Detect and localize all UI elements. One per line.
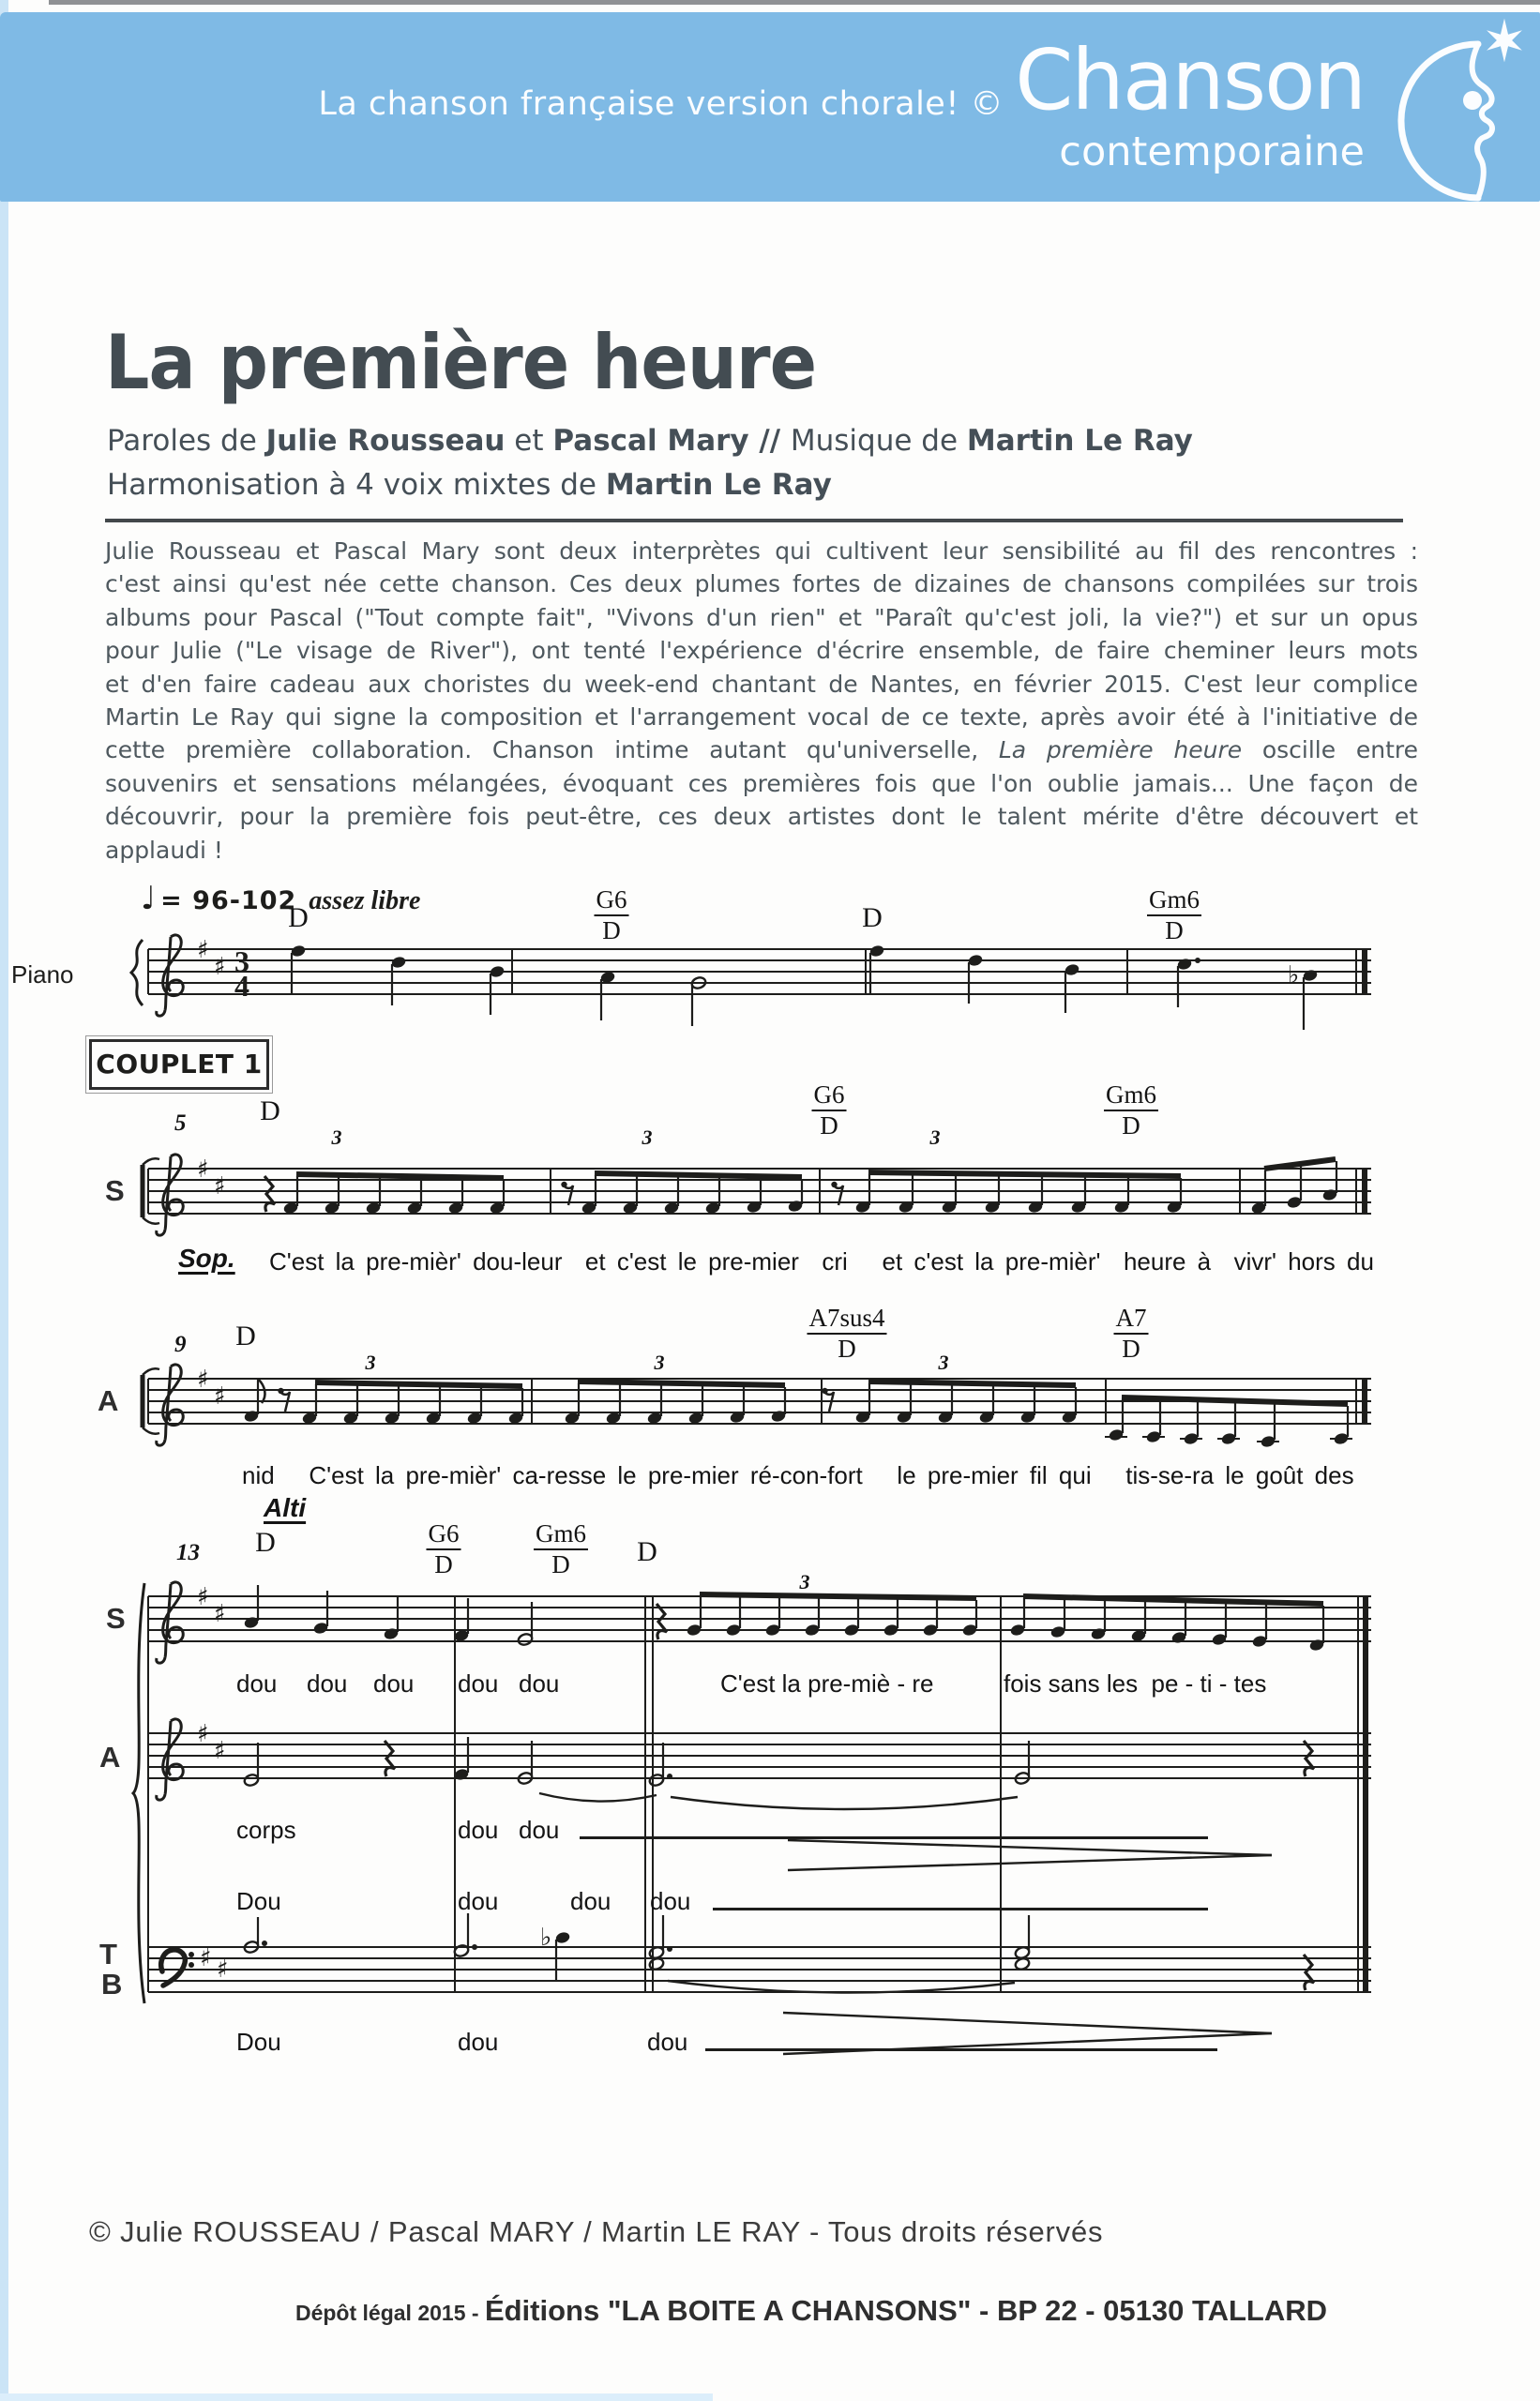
header-tagline: La chanson française version chorale! © [318,85,1004,123]
credits-line: Paroles de Julie Rousseau et Pascal Mary // Musique de Martin Le Ray [107,424,1193,458]
legal-publisher: Éditions "LA BOITE A CHANSONS" - BP 22 - 05130 TALLARD [484,2294,1328,2327]
lyric-word-b: dou [458,2028,499,2056]
lyric-word-a: dou [519,1816,560,1844]
staff-label-piano: Piano [11,960,74,989]
augmentation-dot [262,1940,267,1946]
intro-line: souvenirs et sensations mélangées, évoquant ces premières fois que l'on oublie jamais... Une façon de [105,769,1418,797]
sharp-sign: ♯ [214,1737,226,1765]
intro-line: cette première collaboration. Chanson intime autant qu'universelle, La première heure oscille entre [105,736,1418,764]
treble-clef-icon [157,935,184,1016]
chord-symbol: D [260,1095,280,1126]
sharp-sign: ♯ [197,1720,209,1748]
section-label-couplet: COUPLET 1 [89,1039,269,1090]
chord-symbol: A7 D [1115,1304,1147,1363]
flat-sign: ♭ [1288,961,1300,989]
sharp-sign: ♯ [197,1366,209,1394]
bracket-hook [143,1158,159,1165]
quarter-note-icon: ♩ [141,880,157,917]
flat-sign: ♭ [540,1924,552,1952]
triplet-mark: 3 [642,1125,653,1149]
chord-symbol: D [288,902,309,933]
q-rest-icon [1304,1955,1314,1990]
intro-line: albums pour Pascal ("Tout compte fait", "Vivons d'un rien" et "Paraît qu'c'est joli, la vie?") et sur un opus [105,603,1418,631]
bracket-hook [143,1217,159,1224]
beam [315,1382,522,1386]
time-signature: 4 [234,969,249,1003]
measure-number: 5 [174,1110,187,1136]
augmentation-dot [667,1946,672,1952]
tempo-marking: ♩ = 96-102 assez libre [141,880,421,917]
system-brace [133,1583,144,2003]
lyric-word-t: dou [650,1887,691,1915]
lyric-word-t: dou [458,1887,499,1915]
sharp-sign: ♯ [214,1600,226,1628]
sharp-sign: ♯ [217,1956,229,1984]
tie-slur [668,1981,1015,1993]
staff-label-t: T [99,1938,117,1971]
intro-line: applaudi ! [105,836,223,864]
q-rest-icon [264,1176,275,1212]
staff-label-s: S [106,1602,126,1635]
q-rest-icon [657,1604,667,1639]
lyric-word-t: dou [570,1887,611,1915]
decrescendo-hairpin [783,2033,1272,2054]
chord-symbol: G6 D [596,885,627,944]
lyric-word-s: dou [373,1669,415,1698]
augmentation-dot [667,1774,672,1779]
triplet-mark: 3 [938,1351,949,1374]
treble-clef-icon [157,1155,184,1235]
treble-clef-icon [157,1582,184,1663]
legal-deposit: Dépôt légal 2015 - [294,2301,485,2325]
beam [868,1172,1181,1176]
chord-symbol: D [637,1536,657,1567]
beam [595,1173,802,1177]
sharp-sign: ♯ [214,953,226,981]
augmentation-dot [1195,958,1200,963]
sharp-sign: ♯ [200,1944,212,1972]
chord-symbol: G6 D [813,1080,845,1140]
lyric-word-s: dou [236,1669,278,1698]
lyric-word-s: dou [307,1669,348,1698]
sharp-sign: ♯ [214,1172,226,1200]
lyric-extender [705,2048,1217,2051]
triplet-mark: 3 [929,1125,941,1149]
beam [868,1382,1076,1385]
chord-symbol: Gm6 D [1106,1080,1156,1140]
q-rest-icon [385,1741,395,1776]
harmonisation-line: Harmonisation à 4 voix mixtes de Martin Le Ray [107,468,832,502]
treble-clef-icon [157,1365,184,1445]
lyric-word-s: fois sans les pe - ti - tes [1004,1669,1267,1698]
sharp-sign: ♯ [197,1583,209,1611]
decrescendo-hairpin [783,2013,1272,2033]
song-title: La première heure [105,319,817,406]
bracket-hook [143,1427,159,1434]
staff-label-b: B [101,1968,123,2001]
lyrics-line: C'est la pre-mièr' dou-leur et c'est le pre-mier cri et c'est la pre-mièr' heure à vivr' hors du [269,1247,1374,1276]
sharp-sign: ♯ [197,936,209,964]
intro-line: Julie Rousseau et Pascal Mary sont deux interprètes qui cultivent leur sensibilité au fil des rencontres : [105,537,1418,565]
legal-line [206,2294,1416,2328]
beam [1023,1596,1323,1604]
intro-line: c'est ainsi qu'est née cette chanson. Ces deux plumes fortes de dizaines de chansons compilées sur trois [105,570,1418,598]
beam [296,1174,504,1178]
lyric-word-b: Dou [236,2028,281,2056]
tie-slur [539,1793,657,1802]
copyright-line: © Julie ROUSSEAU / Pascal MARY / Martin LE RAY - Tous droits réservés [89,2215,1104,2248]
chord-symbol: D [235,1321,256,1352]
treble-clef-icon [157,1719,184,1800]
chord-symbol: D [862,902,883,933]
e-rest-icon [278,1388,290,1412]
time-signature: 3 [234,944,249,978]
voice-tag: Alti [264,1493,307,1522]
triplet-mark: 3 [654,1351,665,1374]
beam [578,1382,785,1385]
brand-subtitle: contemporaine [1059,128,1365,175]
chord-symbol: A7sus4 D [808,1304,885,1363]
lyric-word-a: corps [236,1816,296,1844]
lyric-word-s: C'est la pre-miè - re [720,1669,934,1698]
system-brace [131,940,143,1005]
intro-line: Martin Le Ray qui signe la composition et l'arrangement vocal de ce texte, après avoir été à l'initiative de [105,702,1418,731]
lyric-word-a: dou [458,1816,499,1844]
staff-label-a: A [99,1741,121,1774]
chord-symbol: Gm6 D [536,1519,586,1578]
e-rest-icon [822,1388,834,1412]
chord-symbol: D [255,1527,276,1558]
lyric-word-t: Dou [236,1887,281,1915]
lyric-extender [580,1836,1208,1839]
triplet-mark: 3 [799,1570,810,1593]
beam [700,1594,976,1598]
brand-name: Chanson [1015,31,1365,128]
sharp-sign: ♯ [197,1155,209,1184]
staff-label-s: S [105,1174,125,1207]
measure-number: 13 [176,1540,200,1565]
lyrics-line: nid C'est la pre-mièr' ca-resse le pre-mier ré-con-fort le pre-mier fil qui tis-se-ra le goût des [242,1461,1354,1489]
lyric-word-s: dou [519,1669,560,1698]
lyric-extender [713,1908,1208,1910]
voice-tag: Sop. [178,1244,235,1273]
decrescendo-hairpin [788,1855,1272,1870]
lyric-word-b: dou [647,2028,688,2056]
sharp-sign: ♯ [214,1382,226,1411]
staff-label-a: A [98,1384,119,1417]
lyric-word-s: dou [458,1669,499,1698]
intro-line: découvrir, pour la première fois peut-être, ces deux artistes dont le talent mérite d'être découvert et [105,803,1418,831]
bracket-hook [143,1368,159,1375]
augmentation-dot [472,1944,477,1950]
intro-line: et d'en faire cadeau aux choristes du week-end chantant de Nantes, en février 2015. C'est leur complice [105,670,1418,698]
measure-number: 9 [174,1332,187,1357]
triplet-mark: 3 [365,1351,376,1374]
chord-symbol: Gm6 D [1149,885,1200,944]
q-rest-icon [1304,1741,1314,1776]
triplet-mark: 3 [331,1125,342,1149]
tie-slur [671,1797,1018,1809]
chord-symbol: G6 D [428,1519,460,1578]
intro-line: pour Julie ("Le visage de River"), ont tenté l'expérience d'écrire ensemble, de faire cheminer leurs mots [105,637,1418,665]
decrescendo-hairpin [788,1840,1272,1855]
